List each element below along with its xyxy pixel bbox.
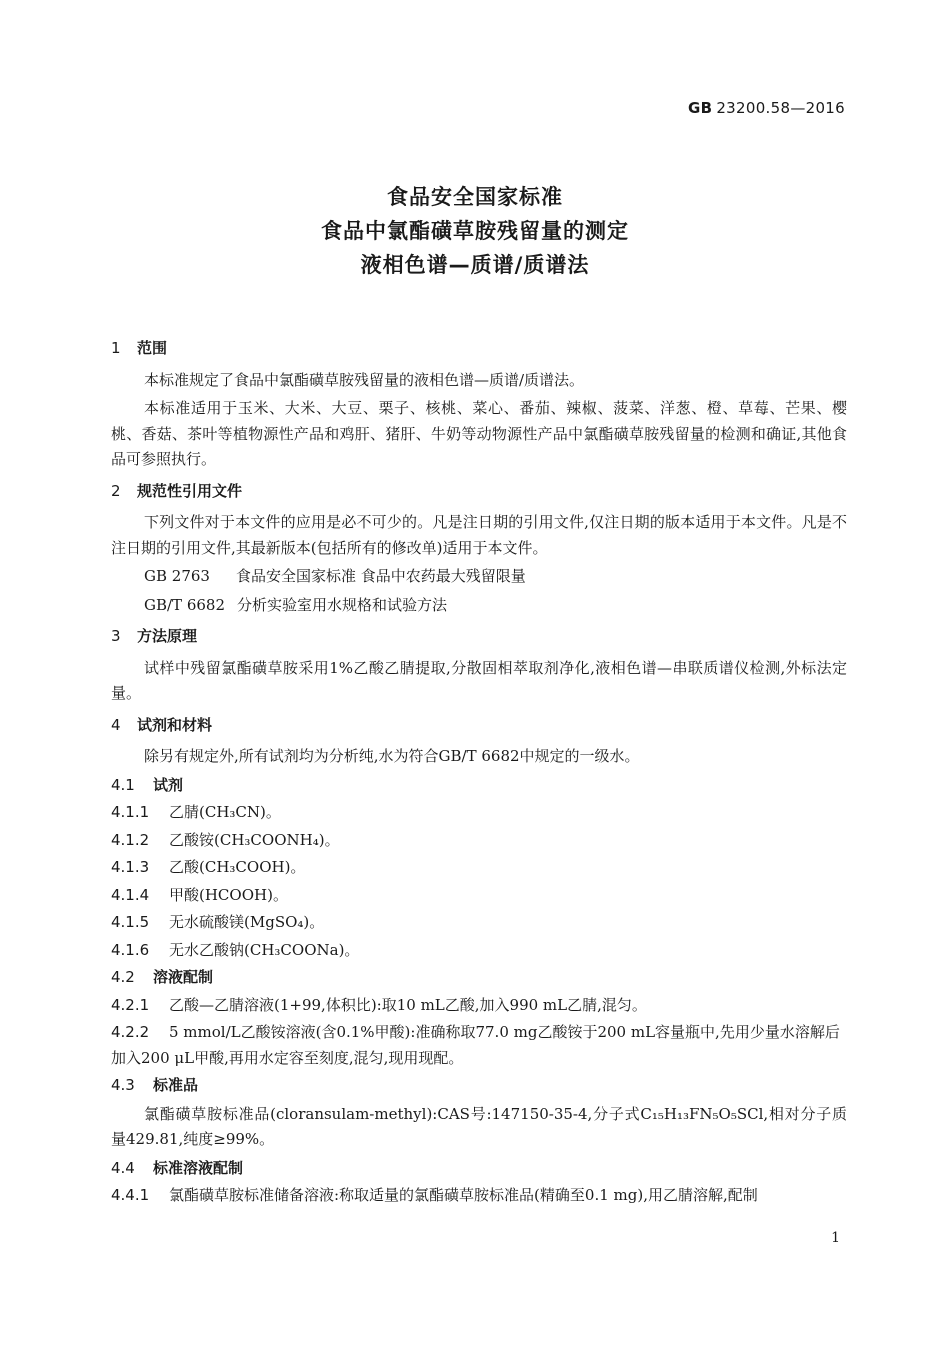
item-text: 无水硫酸镁(MgSO₄)。 — [169, 913, 325, 931]
paragraph: 氯酯磺草胺标准品(cloransulam-methyl):CAS号:147150-35-4,分子式C₁₅H₁₃FN₅O₅SCl,相对分子质量429.81,纯度≥99%。 — [111, 1104, 847, 1148]
title-line-3: 液相色谱—质谱/质谱法 — [360, 253, 590, 277]
reference-code: GB 2763 — [144, 567, 210, 585]
item-text: 乙酸(CH₃COOH)。 — [169, 858, 306, 876]
subsection-number: 4.4 — [111, 1158, 135, 1177]
subsection-title: 标准溶液配制 — [153, 1158, 244, 1177]
page-number: 1 — [831, 1230, 840, 1246]
section-title: 规范性引用文件 — [137, 481, 243, 500]
section-number: 2 — [111, 481, 121, 500]
section-number: 4 — [111, 715, 121, 734]
paragraph: 本标准适用于玉米、大米、大豆、栗子、核桃、菜心、番茄、辣椒、菠菜、洋葱、橙、草莓、芒果、樱桃、香菇、茶叶等植物源性产品和鸡肝、猪肝、牛奶等动物源性产品中氯酯磺草胺残留量的检测和确证,其他食品可参照执行。 — [111, 399, 847, 468]
item-number: 4.1.4 — [111, 885, 150, 904]
section-title: 方法原理 — [137, 627, 198, 645]
item-number: 4.1.6 — [111, 940, 150, 959]
item-number: 4.4.1 — [111, 1186, 150, 1204]
subsection-title: 溶液配制 — [153, 968, 214, 986]
reference-title: 分析实验室用水规格和试验方法 — [237, 595, 448, 614]
reagent-item — [111, 938, 847, 964]
subsection-heading-standard — [111, 1073, 847, 1099]
section-title: 范围 — [137, 339, 168, 357]
reference-item — [111, 593, 847, 619]
item-number: 4.2.2 — [111, 1023, 150, 1041]
standard-solution-item — [111, 1183, 847, 1209]
section-number: 3 — [111, 627, 121, 645]
item-text: 乙酸—乙腈溶液(1+99,体积比):取10 mL乙酸,加入990 mL乙腈,混匀。 — [169, 995, 647, 1014]
subsection-title: 试剂 — [153, 775, 184, 794]
reference-item — [111, 564, 847, 590]
item-text: 乙酸铵(CH₃COONH₄)。 — [169, 830, 340, 849]
section-heading-principle — [111, 624, 847, 650]
paragraph: 本标准规定了食品中氯酯磺草胺残留量的液相色谱—质谱/质谱法。 — [144, 370, 585, 389]
standard-code-header — [688, 99, 845, 117]
standard-prefix: GB — [687, 99, 713, 117]
item-text: 5 mmol/L乙酸铵溶液(含0.1%甲酸):准确称取77.0 mg乙酸铵于200 mL容量瓶中,先用少量水溶解后加入200 μL甲酸,再用水定容至刻度,混匀,现用现配。 — [111, 1023, 840, 1067]
standard-number: 23200.58—2016 — [716, 99, 845, 117]
title-block — [0, 180, 950, 282]
item-text: 无水乙酸钠(CH₃COONa)。 — [169, 940, 360, 959]
item-number: 4.1.1 — [111, 803, 150, 821]
subsection-number: 4.3 — [111, 1076, 135, 1094]
item-number: 4.1.5 — [111, 913, 150, 931]
item-number: 4.1.3 — [111, 858, 150, 876]
section-heading-reagents-materials — [111, 713, 847, 739]
paragraph: 除另有规定外,所有试剂均为分析纯,水为符合GB/T 6682中规定的一级水。 — [144, 747, 640, 765]
reagent-item — [111, 800, 847, 826]
item-number: 4.1.2 — [111, 830, 150, 849]
item-text: 甲酸(HCOOH)。 — [169, 885, 288, 904]
reagent-item — [111, 855, 847, 881]
solution-item — [111, 1020, 847, 1071]
reference-code: GB/T 6682 — [144, 595, 226, 614]
subsection-number: 4.1 — [111, 775, 135, 794]
reference-title: 食品安全国家标准 食品中农药最大残留限量 — [236, 567, 526, 585]
solution-item — [111, 993, 847, 1019]
document-body — [111, 330, 847, 1211]
subsection-title: 标准品 — [153, 1076, 199, 1094]
subsection-heading-standard-solution — [111, 1156, 847, 1182]
section-title: 试剂和材料 — [137, 715, 213, 734]
subsection-heading-reagents — [111, 773, 847, 799]
reagent-item — [111, 828, 847, 854]
title-line-1: 食品安全国家标准 — [387, 185, 563, 209]
reagent-item — [111, 883, 847, 909]
section-number: 1 — [111, 339, 121, 357]
reagent-item — [111, 910, 847, 936]
paragraph: 下列文件对于本文件的应用是必不可少的。凡是注日期的引用文件,仅注日期的版本适用于本文件。凡是不注日期的引用文件,其最新版本(包括所有的修改单)适用于本文件。 — [111, 513, 847, 557]
paragraph: 试样中残留氯酯磺草胺采用1%乙酸乙腈提取,分散固相萃取剂净化,液相色谱—串联质谱仪检测,外标法定量。 — [111, 658, 847, 702]
subsection-number: 4.2 — [111, 968, 135, 986]
item-text: 乙腈(CH₃CN)。 — [169, 803, 281, 821]
title-line-2: 食品中氯酯磺草胺残留量的测定 — [321, 219, 629, 243]
subsection-heading-solutions — [111, 965, 847, 991]
item-text: 氯酯磺草胺标准储备溶液:称取适量的氯酯磺草胺标准品(精确至0.1 mg),用乙腈溶解,配制 — [169, 1186, 758, 1204]
section-heading-scope — [111, 336, 847, 362]
item-number: 4.2.1 — [111, 995, 150, 1014]
section-heading-normative-references — [111, 479, 847, 505]
